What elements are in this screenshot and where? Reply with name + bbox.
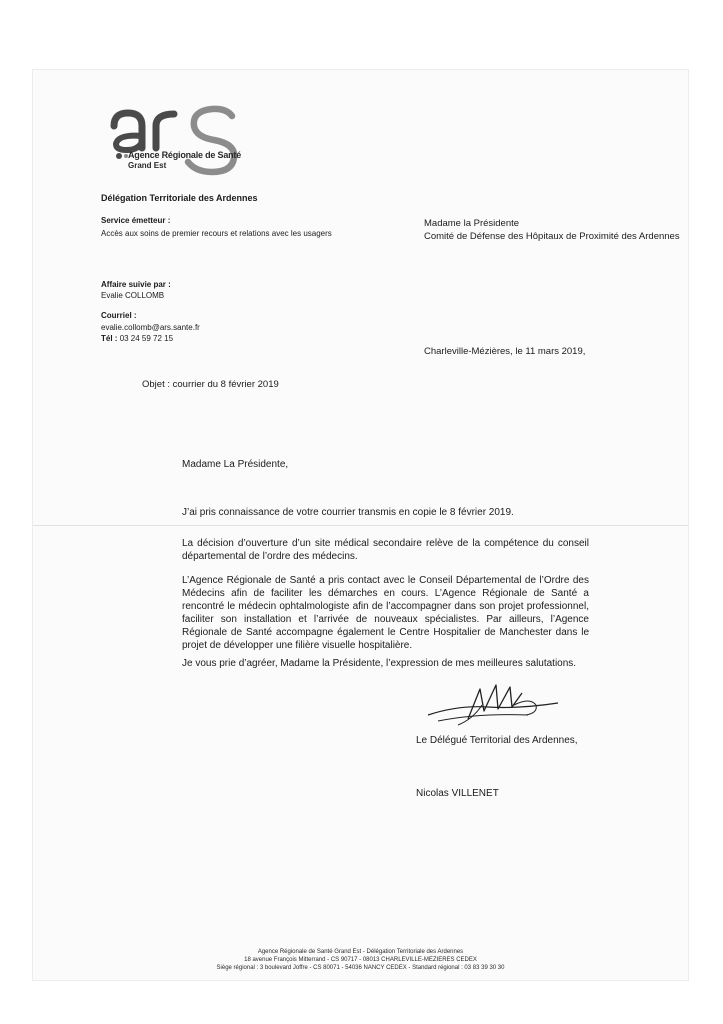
paragraph-4: Je vous prie d’agréer, Madame la Présidente, l’expression de mes meilleures salutations. bbox=[182, 658, 577, 669]
affaire-label: Affaire suivie par : bbox=[101, 280, 171, 289]
logo-agency-name: Agence Régionale de Santé bbox=[128, 150, 242, 160]
footer-line-2: 18 avenue François Mitterrand - CS 90717 - 08013 CHARLEVILLE-MEZIERES CEDEX bbox=[244, 957, 477, 963]
subject-line: Objet : courrier du 8 février 2019 bbox=[142, 379, 279, 390]
paragraph-1: J’ai pris connaissance de votre courrier transmis en copie le 8 février 2019. bbox=[182, 507, 514, 518]
service-value: Accès aux soins de premier recours et relations avec les usagers bbox=[101, 229, 332, 238]
telephone-line bbox=[101, 334, 173, 343]
courriel-label: Courriel : bbox=[101, 311, 137, 320]
signer-title: Le Délégué Territorial des Ardennes, bbox=[416, 735, 578, 746]
place-date: Charleville-Mézières, le 11 mars 2019, bbox=[424, 346, 586, 357]
footer-line-3: Siège régional : 3 boulevard Joffre - CS 80071 - 54036 NANCY CEDEX - Standard régional : 03 83 39 30 30 bbox=[216, 965, 505, 971]
handwritten-signature bbox=[418, 675, 568, 735]
logo-region-name: Grand Est bbox=[128, 161, 167, 170]
service-label: Service émetteur : bbox=[101, 216, 171, 225]
delegation-title: Délégation Territoriale des Ardennes bbox=[101, 193, 258, 203]
salutation: Madame La Présidente, bbox=[182, 459, 289, 470]
courriel-value: evalie.collomb@ars.sante.fr bbox=[101, 323, 200, 332]
recipient-organization: Comité de Défense des Hôpitaux de Proximité des Ardennes bbox=[424, 231, 680, 242]
signer-name: Nicolas VILLENET bbox=[416, 788, 499, 799]
paragraph-2: La décision d’ouverture d’un site médical secondaire relève de la compétence du conseil départemental de l’ordre des médecins. bbox=[182, 538, 589, 562]
paper-fold-line bbox=[33, 525, 688, 526]
footer-line-1: Agence Régionale de Santé Grand Est - Délégation Territoriale des Ardennes bbox=[257, 949, 464, 955]
paragraph-3: L’Agence Régionale de Santé a pris contact avec le Conseil Départemental de l’Ordre des Médecins afin de faciliter les démarches en cours. L’Agence Régionale de Santé a rencontré le médecin ophtalmologiste afin de l’accompagner dans son projet professionnel, faciliter son installation et l’arrivée de nouveaux spécialistes. Par ailleurs, l’Agence Régionale de Santé accompagne également le Centre Hospitalier de Manchester dans le projet de développer une filière visuelle hospitalière. bbox=[182, 575, 589, 651]
telephone-label: Tél : bbox=[101, 334, 118, 343]
telephone-value: 03 24 59 72 15 bbox=[119, 334, 174, 343]
recipient-block bbox=[424, 217, 694, 243]
affaire-value: Evalie COLLOMB bbox=[101, 291, 165, 300]
recipient-name: Madame la Présidente bbox=[424, 218, 520, 229]
logo-dot-icon bbox=[116, 153, 122, 159]
